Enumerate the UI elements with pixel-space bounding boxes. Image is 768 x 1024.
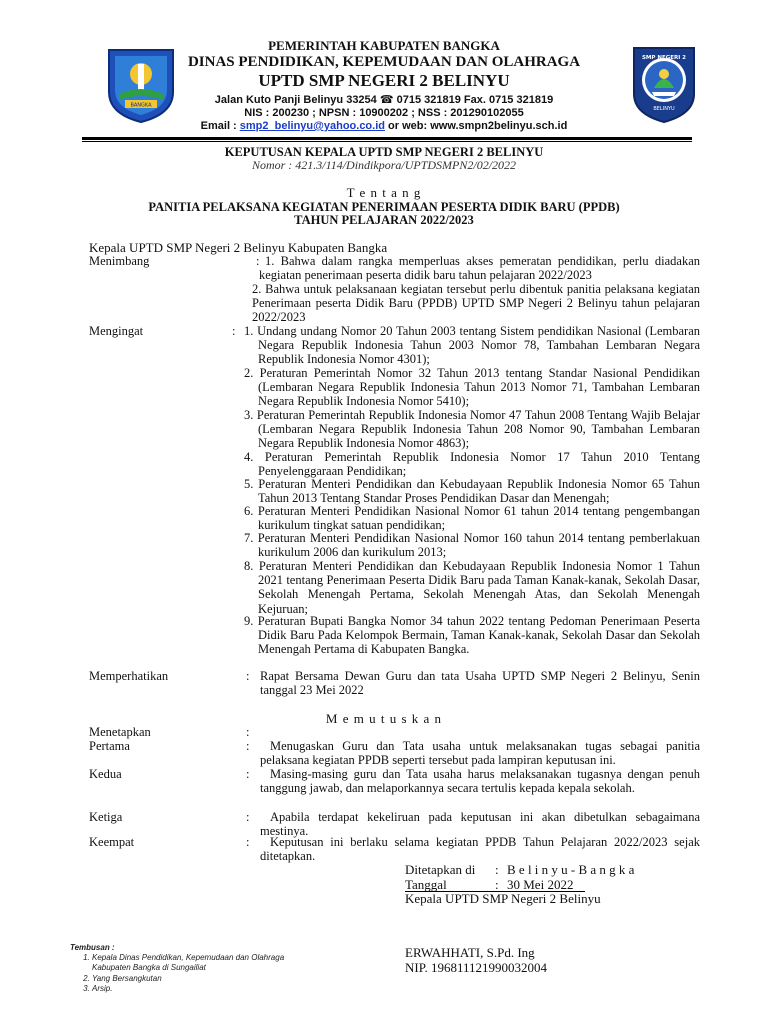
header-contact: Email : smp2_belinyu@yahoo.co.id or web: www.smpn2belinyu.sch.id [200,120,568,132]
kedua-label: Kedua [89,767,122,781]
mengingat-item: 5. Peraturan Menteri Pendidikan dan Kebudayaan Republik Indonesia Nomor 65 Tahun Tahun 2013 Tentang Standar Proses Pendidikan Dasar dan Menengah; [244,477,700,506]
svg-text:BELINYU: BELINYU [653,106,675,112]
decree-subject-line2: TAHUN PELAJARAN 2022/2023 [294,213,474,227]
header-divider-thin [82,141,692,142]
mengingat-item: 7. Peraturan Menteri Pendidikan Nasional Nomor 160 tahun 2014 tentang pemberlakuan kurikulum 2006 dan kurikulum 2013; [244,531,700,560]
decree-tentang: T e n t a n g [346,185,422,200]
header-address: Jalan Kuto Panji Belinyu 33254 ☎ 0715 321819 Fax. 0715 321819 [214,94,554,106]
ketiga-label: Ketiga [89,810,123,824]
mengingat-item: 8. Peraturan Menteri Pendidikan dan Kebudayaan Republik Indonesia Nomor 1 Tahun 2021 tentang Penerimaan Peserta Didik Baru pada Taman Kanak-kanak, Sekolah Dasar, Sekolah Menengah Pertama, Sekolah Menengah Atas, dan Sekolah Menengah Kejuruan; [244,559,700,616]
tembusan-item: 1. Kepala Dinas Pendidikan, Kepemudaan dan Olahraga Kabupaten Bangka di Sungailiat [92,953,322,973]
decree-number: Nomor : 421.3/114/Dindikpora/UPTDSMPN2/02/2022 [251,158,517,172]
ketiga-text: Apabila terdapat kekeliruan pada keputusan ini akan dibetulkan sebagaimana mestinya. [260,810,700,839]
memutuskan-heading: M e m u t u s k a n [325,711,443,726]
colon: : [246,767,250,781]
colon: : [232,324,236,338]
colon: : [246,739,250,753]
menetapkan-label: Menetapkan [89,725,151,739]
pertama-label: Pertama [89,739,130,753]
mengingat-item: 2. Peraturan Pemerintah Nomor 32 Tahun 2013 tentang Standar Nasional Pendidikan (Lembaran Negara Republik Indonesia Tahun 2013 Nomor 71, Tambahan Lembaran Negara Republik Indonesia Nomor 5410); [244,366,700,409]
svg-text:BANGKA: BANGKA [130,102,152,109]
pertama-text: Menugaskan Guru dan Tata usaha untuk melaksanakan tugas sebagai panitia pelaksana kegiatan PPDB seperti tersebut pada lampiran keputusan ini. [260,739,700,768]
tembusan-item: 2. Yang Bersangkutan [92,974,322,984]
signer-position: Kepala UPTD SMP Negeri 2 Belinyu [405,891,601,906]
decree-subject-line1: PANITIA PELAKSANA KEGIATAN PENERIMAAN PESERTA DIDIK BARU (PPDB) [148,200,620,214]
header-government: PEMERINTAH KABUPATEN BANGKA [268,38,500,53]
tanggal-label: Tanggal [405,877,447,892]
phone-icon: ☎ [379,94,394,106]
tembusan-block [70,943,322,994]
menimbang-label: Menimbang [89,254,150,268]
colon: : [246,835,250,849]
keempat-label: Keempat [89,835,135,849]
menimbang-item: 2. Bahwa untuk pelaksanaan kegiatan tersebut perlu dibentuk panitia pelaksana kegiatan Penerimaan peserta Didik Baru (PPDB) UPTD SMP Negeri 2 Belinyu tahun pelajaran 2022/2023 [252,282,700,325]
tembusan-title: Tembusan : [70,943,115,952]
colon: : [495,877,499,892]
mengingat-item: 1. Undang undang Nomor 20 Tahun 2003 tentang Sistem pendidikan Nasional (Lembaran Negara Republik Indonesia Tahun 2003 Nomor 78, Tambahan Lembaran Negara Republik Indonesia Nomor 4301); [244,324,700,367]
decree-title: KEPUTUSAN KEPALA UPTD SMP NEGERI 2 BELINYU [224,145,544,159]
svg-text:SMP NEGERI 2: SMP NEGERI 2 [641,55,687,61]
memperhatikan-text: Rapat Bersama Dewan Guru dan tata Usaha UPTD SMP Negeri 2 Belinyu, Senin tanggal 23 Mei 2022 [260,669,700,698]
colon: : [246,725,250,739]
menimbang-item: 1. Bahwa dalam rangka memperluas akses pemeratan pendidikan, perlu diadakan kegiatan penerimaan peserta didik baru tahun pelajaran 2022/2023 [259,254,700,283]
header-divider-thick [82,137,692,140]
mengingat-item: 9. Peraturan Bupati Bangka Nomor 34 tahun 2022 tentang Pedoman Penerimaan Peserta Didik Baru Pada Kelompok Bermain, Taman Kanak-kanak, Sekolah Dasar dan Sekolah Menengah Pertama di Kabupaten Bangka. [244,614,700,657]
signer-nip: NIP. 196811121990032004 [405,960,548,975]
colon: : [495,862,499,877]
header-school: UPTD SMP NEGERI 2 BELINYU [258,71,510,90]
ditetapkan-value: B e l i n y u - B a n g k a [507,862,635,877]
intro-line: Kepala UPTD SMP Negeri 2 Belinyu Kabupaten Bangka [89,240,388,255]
header-ids: NIS : 200230 ; NPSN : 10900202 ; NSS : 201290102055 [244,107,524,119]
email-link[interactable]: smp2_belinyu@yahoo.co.id [239,120,385,132]
colon: : [246,669,250,683]
colon: : [256,254,260,268]
colon: : [246,810,250,824]
keempat-text: Keputusan ini berlaku selama kegiatan PPDB Tahun Pelajaran 2022/2023 sejak ditetapkan. [260,835,700,864]
header-agency: DINAS PENDIDIKAN, KEPEMUDAAN DAN OLAHRAGA [187,54,581,70]
memperhatikan-label: Memperhatikan [89,669,169,683]
tembusan-item: 3. Arsip. [92,984,322,994]
mengingat-item: 3. Peraturan Pemerintah Republik Indonesia Nomor 47 Tahun 2008 Tentang Wajib Belajar (Lembaran Negara Republik Indonesia Tahun 208 Nomor 90, Tambahan Lembaran Negara Republik Indonesia Nomor 4863); [244,408,700,451]
mengingat-item: 4. Peraturan Pemerintah Republik Indonesia Nomor 17 Tahun 2010 Tentang Penyelenggaraan Pendidikan; [244,450,700,479]
tanggal-value: 30 Mei 2022 [507,877,574,892]
signer-name: ERWAHHATI, S.Pd. Ing [405,945,535,960]
ditetapkan-label: Ditetapkan di [405,862,476,877]
mengingat-item: 6. Peraturan Menteri Pendidikan Nasional Nomor 61 tahun 2014 tentang pengembangan kurikulum tingkat satuan pendidikan; [244,504,700,533]
kedua-text: Masing-masing guru dan Tata usaha harus melaksanakan tugasnya dengan penuh tanggung jawab, dan melaporkannya secara tertulis kepada kepala sekolah. [260,767,700,796]
mengingat-label: Mengingat [89,324,144,338]
